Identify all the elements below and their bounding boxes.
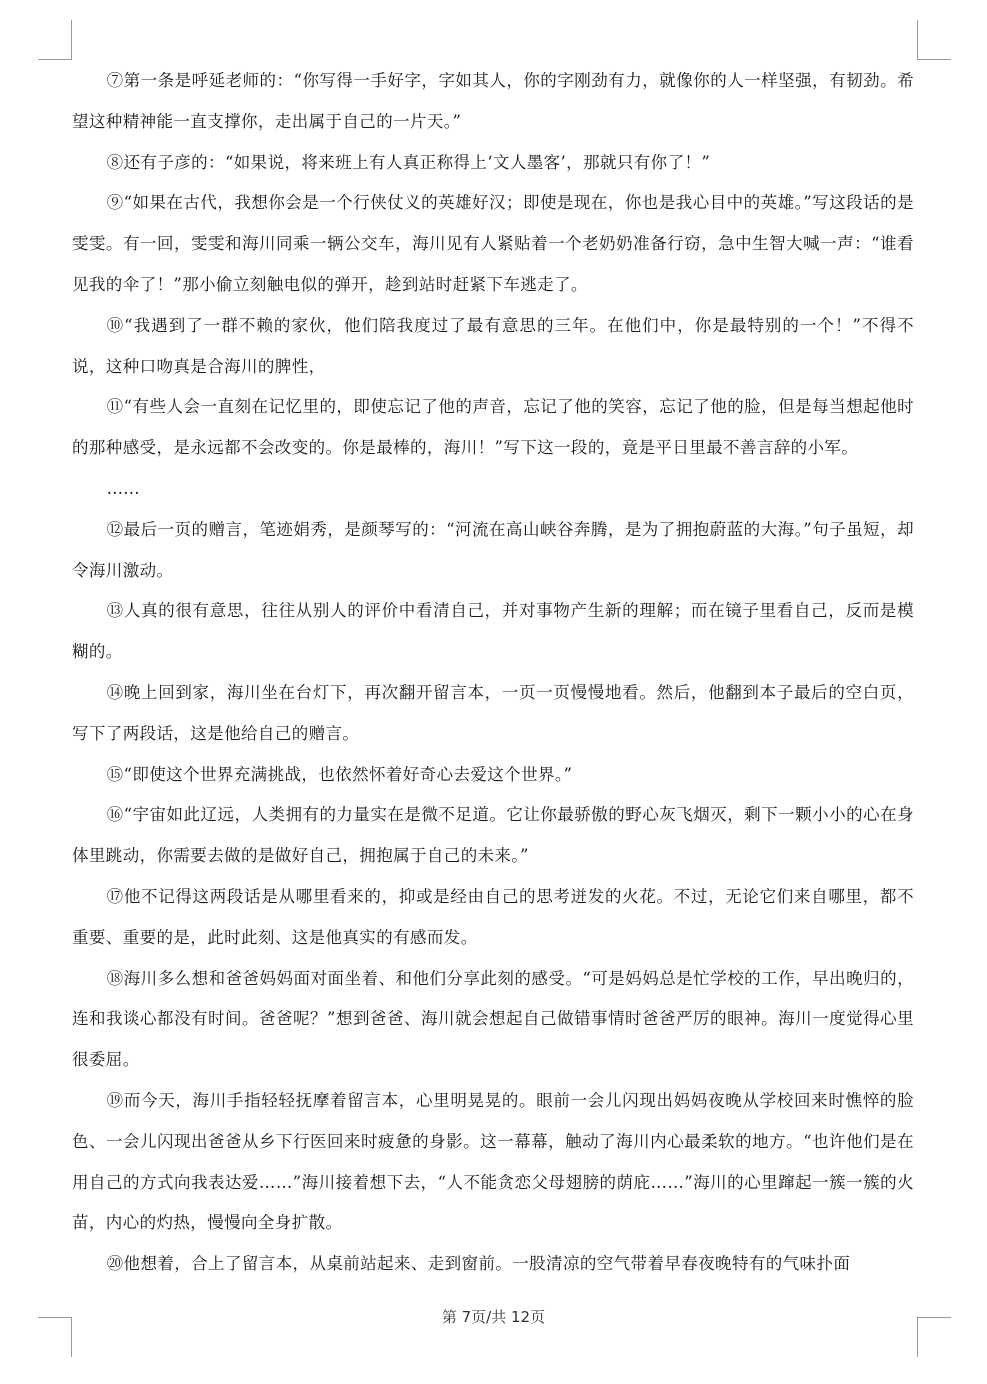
- paragraph-8: ⑧还有子彦的：“如果说，将来班上有人真正称得上‘文人墨客’，那就只有你了！”: [106, 152, 711, 172]
- crop-mark-top-right: [917, 20, 951, 60]
- paragraph-10: ⑩“我遇到了一群不赖的家伙，他们陪我度过了最有意思的三年。在他们中，你是最特别的一个！”不得不说，这种口吻真是合海川的脾性，: [72, 315, 914, 376]
- paragraph-15: ⑮“即使这个世界充满挑战，也依然怀着好奇心去爱这个世界。”: [106, 764, 573, 784]
- paragraph-11: ⑪“有些人会一直刻在记忆里的，即使忘记了他的声音，忘记了他的笑容，忘记了他的脸，但是每当想起他时的那种感受，是永远都不会改变的。你是最棒的，海川！”写下这一段的，竟是平日里最不善言辞的小军。: [72, 397, 914, 458]
- paragraph-18: ⑱海川多么想和爸爸妈妈面对面坐着、和他们分享此刻的感受。“可是妈妈总是忙学校的工作，早出晚归的，连和我谈心都没有时间。爸爸呢？”想到爸爸、海川就会想起自己做错事情时爸爸严厉的眼神。海川一度觉得心里很委屈。: [72, 968, 914, 1070]
- paragraph-13: ⑬人真的很有意思，往往从别人的评价中看清自己，并对事物产生新的理解；而在镜子里看自己，反而是模糊的。: [72, 601, 914, 662]
- paragraph-12: ⑫最后一页的赠言，笔迹娟秀，是颜琴写的：“河流在高山峡谷奔腾，是为了拥抱蔚蓝的大海。”句子虽短，却令海川激动。: [72, 519, 914, 580]
- paragraph-17: ⑰他不记得这两段话是从哪里看来的，抑或是经由自己的思考迸发的火花。不过，无论它们来自哪里，都不重要、重要的是，此时此刻、这是他真实的有感而发。: [72, 886, 914, 947]
- paragraph-20: ⑳他想着，合上了留言本，从桌前站起来、走到窗前。一股清凉的空气带着早春夜晚特有的气味扑面: [106, 1254, 851, 1274]
- paragraph-9: ⑨“如果在古代，我想你会是一个行侠仗义的英雄好汉；即使是现在，你也是我心目中的英雄。”写这段话的是雯雯。有一回，雯雯和海川同乘一辆公交车，海川见有人紧贴着一个老奶奶准备行窃，急中生智大喊一声：“谁看见我的伞了！”那小偷立刻触电似的弹开，趁到站时赶紧下车逃走了。: [72, 193, 914, 294]
- paragraph-14: ⑭晚上回到家，海川坐在台灯下，再次翻开留言本，一页一页慢慢地看。然后，他翻到本子最后的空白页，写下了两段话，这是他给自己的赠言。: [72, 682, 914, 743]
- paragraph-7: ⑦第一条是呼延老师的：“你写得一手好字，字如其人，你的字刚劲有力，就像你的人一样坚强，有韧劲。希望这种精神能一直支撑你，走出属于自己的一片天。”: [72, 71, 914, 131]
- paragraph-19: ⑲而今天，海川手指轻轻抚摩着留言本，心里明晃晃的。眼前一会儿闪现出妈妈夜晚从学校回来时憔悴的脸色、一会儿闪现出爸爸从乡下行医回来时疲惫的身影。这一幕幕，触动了海川内心最柔软的地方。“也许他们是在用自己的方式向我表达爱……”海川接着想下去，“人不能贪恋父母翅膀的荫庇……”海川的心里蹿起一簇一簇的火苗，内心的灼热，慢慢向全身扩散。: [72, 1090, 914, 1233]
- ellipsis-line: ……: [106, 478, 140, 498]
- paragraph-16: ⑯“宇宙如此辽远，人类拥有的力量实在是微不足道。它让你最骄傲的野心灰飞烟灭，剩下一颗小小的心在身体里跳动，你需要去做的是做好自己，拥抱属于自己的未来。”: [72, 805, 914, 866]
- crop-mark-top-left: [38, 20, 72, 60]
- document-body: [72, 61, 914, 1285]
- page-number-footer: 第 7页/共 12页: [441, 1308, 546, 1326]
